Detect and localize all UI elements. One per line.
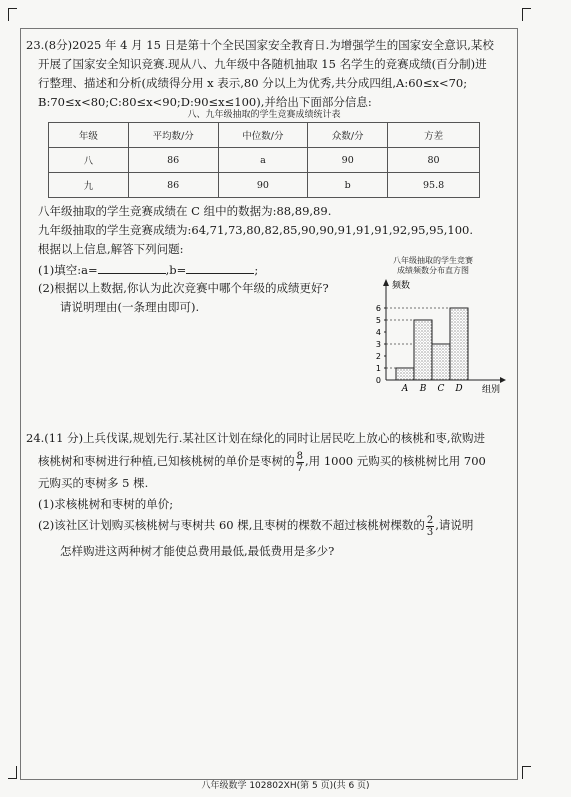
histogram-bar [432,344,450,380]
table-row [49,173,480,198]
page-footer: 八年级数学 102802XH(第 5 页)(共 6 页) [201,781,370,791]
table-cell: 95.8 [388,173,480,198]
q24-sub2-b: ,请说明 [435,518,474,532]
x-category-label: A [401,384,409,394]
chart-title-line2: 成绩频数分布直方图 [397,266,469,275]
table-header: 中位数/分 [218,123,308,148]
x-category-label: B [419,384,427,394]
y-tick-label: 3 [375,340,381,349]
table-row [49,148,480,173]
answer-blank-b[interactable] [186,262,254,274]
sub1-prefix: (1)填空:a= [38,263,98,277]
x-category-label: C [437,384,445,394]
y-tick-label: 2 [375,352,381,361]
answer-intro: 根据以上信息,解答下列问题: [38,242,184,256]
q24-line3: 元购买的枣树多 5 棵. [38,476,149,490]
q23-line3: 行整理、描述和分析(成绩得分用 x 表示,80 分以上为优秀,共分成四组,A:60≤x<70; [38,76,468,90]
q23-sub1 [38,262,258,277]
table-header-row [49,123,480,148]
table-header: 方差 [388,123,480,148]
table-cell: 80 [388,148,480,173]
table-cell: 86 [128,148,218,173]
table-header: 平均数/分 [128,123,218,148]
crop-mark-top-left [8,8,17,21]
chart-title [378,256,488,276]
q24-line2-b: ,用 1000 元购买的核桃树比用 700 [305,454,486,468]
x-axis-label: 组别 [482,385,501,394]
table-title: 八、九年级抽取的学生竞赛成绩统计表 [187,110,341,120]
chart-title-line1: 八年级抽取的学生竞赛 [393,256,473,265]
q24-sub2-line2: 怎样购进这两种树才能使总费用最低,最低费用是多少? [60,544,335,558]
q23-line4: B:70≤x<80;C:80≤x<90;D:90≤x≤100),并给出下面部分信息: [38,95,372,109]
q24-line1: 24.(11 分)上兵伐谋,规划先行.某社区计划在绿化的同时让居民吃上放心的核桃和枣,欲购进 [26,431,486,445]
table-header: 年级 [49,123,129,148]
y-tick-label: 5 [375,316,381,325]
y-tick-label: 4 [375,328,381,337]
table-cell: a [218,148,308,173]
q24-line2 [38,448,486,474]
q24-sub1: (1)求核桃树和枣树的单价; [38,497,174,511]
q23-line2: 开展了国家安全知识竞赛.现从八、九年级中各随机抽取 15 名学生的竞赛成绩(百分制)进 [38,57,487,71]
table-cell: 九 [49,173,129,198]
grade8-c-group-data: 八年级抽取的学生竞赛成绩在 C 组中的数据为:88,89,89. [38,204,332,218]
y-tick-label: 1 [375,364,381,373]
table-cell: 86 [128,173,218,198]
q23-line1: 23.(8分)2025 年 4 月 15 日是第十个全民国家安全教育日.为增强学生的国家安全意识,某校 [26,38,494,52]
fraction-2-3: $\frac{2}{3}$ [426,514,434,538]
grade9-scores: 九年级抽取的学生竞赛成绩为:64,71,73,80,82,85,90,90,91,91,91,92,95,95,100. [38,223,474,237]
y-tick-label: 6 [375,304,381,313]
q23-sub2: (2)根据以上数据,你认为此次竞赛中哪个年级的成绩更好? [38,281,329,295]
histogram-bar [414,320,432,380]
table-cell: 90 [218,173,308,198]
table-cell: 90 [308,148,388,173]
y-axis-label: 频数 [392,281,411,291]
frequency-histogram [364,276,514,394]
q24-line2-a: 核桃树和枣树进行种植,已知核桃树的单价是枣树的 [38,454,295,468]
sub1-mid: ,b= [165,263,187,277]
fraction-8-7: $\frac{8}{7}$ [296,450,304,474]
histogram-bar [450,308,468,380]
answer-blank-a[interactable] [98,262,166,274]
x-category-label: D [455,384,463,394]
x-axis-arrow [500,377,506,383]
q24-sub2-a: (2)该社区计划购买核桃树与枣树共 60 棵,且枣树的棵数不超过核桃树棵数的 [38,518,425,532]
crop-mark-top-right [522,8,531,21]
y-tick-label: 0 [375,376,381,385]
q24-sub2 [38,512,473,538]
table-cell: 八 [49,148,129,173]
y-axis-arrow [383,279,389,286]
table-header: 众数/分 [308,123,388,148]
table-cell: b [308,173,388,198]
histogram-bar [396,368,414,380]
stats-table [48,122,480,198]
q23-sub2-note: 请说明理由(一条理由即可). [60,300,200,314]
sub1-end: ; [254,263,259,277]
